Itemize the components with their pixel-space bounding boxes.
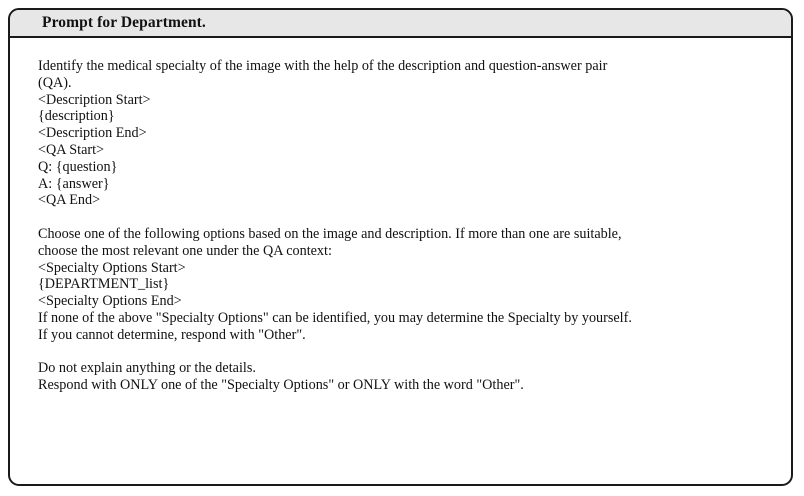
prompt-line: {description}	[38, 108, 115, 125]
prompt-body	[10, 38, 791, 394]
prompt-paragraph	[38, 360, 771, 394]
prompt-line: If none of the above "Specialty Options" can be identified, you may determine the Specialty by yourself.	[38, 309, 632, 326]
prompt-line: <QA Start>	[38, 141, 105, 158]
prompt-box	[8, 8, 793, 486]
prompt-box-header	[10, 10, 791, 38]
prompt-line: <Specialty Options End>	[38, 293, 182, 310]
prompt-paragraph	[38, 58, 771, 209]
prompt-line: <Description Start>	[38, 91, 151, 108]
prompt-line: choose the most relevant one under the QA context:	[38, 242, 332, 259]
prompt-line: <Specialty Options Start>	[38, 259, 186, 276]
prompt-line: Identify the medical specialty of the image with the help of the description and question-answer pair	[38, 58, 608, 74]
prompt-line: <Description End>	[38, 125, 147, 142]
prompt-line: Do not explain anything or the details.	[38, 360, 256, 377]
prompt-line: <QA End>	[38, 192, 101, 209]
prompt-line: (QA).	[38, 74, 72, 91]
prompt-line: {DEPARTMENT_list}	[38, 276, 170, 293]
prompt-paragraph	[38, 226, 771, 344]
prompt-line: Respond with ONLY one of the "Specialty Options" or ONLY with the word "Other".	[38, 377, 524, 394]
prompt-line: If you cannot determine, respond with "Other".	[38, 326, 306, 343]
prompt-title: Prompt for Department.	[42, 14, 206, 31]
prompt-line: Q: {question}	[38, 158, 118, 175]
prompt-line: A: {answer}	[38, 175, 110, 192]
prompt-line: Choose one of the following options based on the image and description. If more than one are suitable,	[38, 225, 622, 242]
